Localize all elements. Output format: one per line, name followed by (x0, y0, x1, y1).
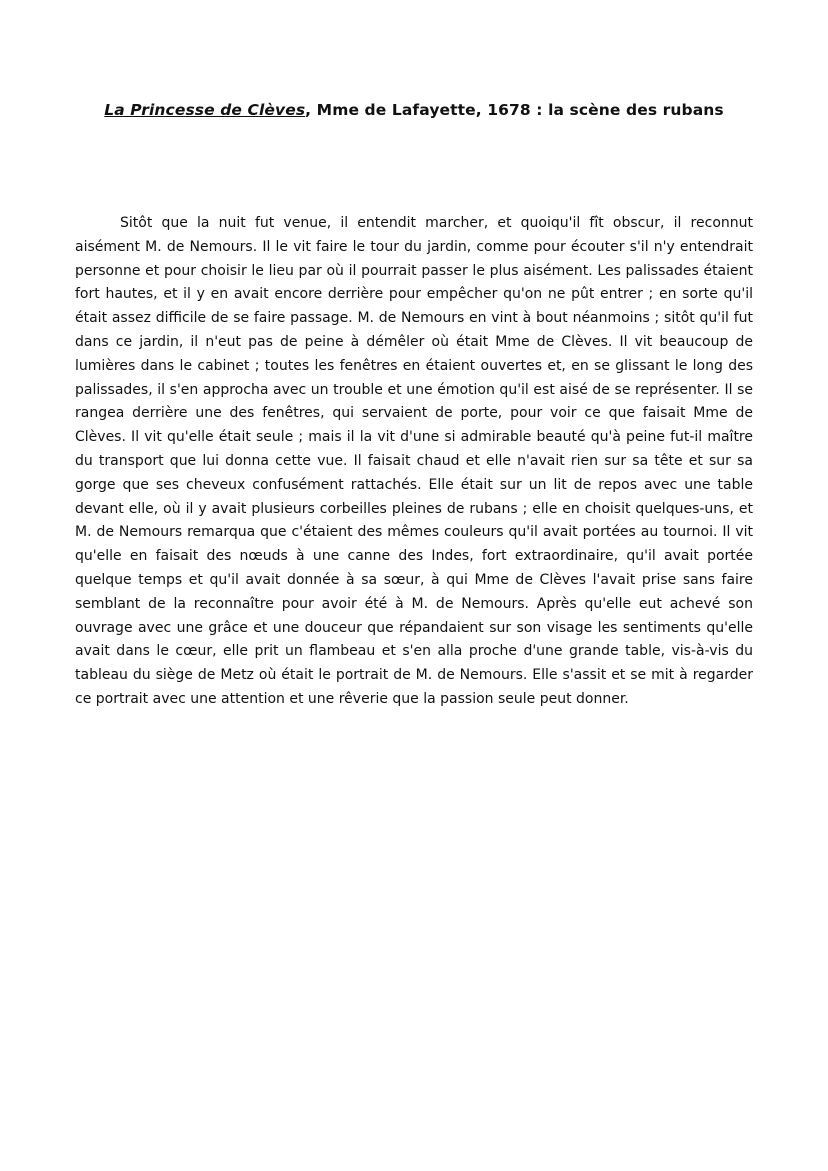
title-author-date-subject: Mme de Lafayette, 1678 : la scène des rubans (316, 101, 724, 119)
passage-paragraph: Sitôt que la nuit fut venue, il entendit marcher, et quoiqu'il fît obscur, il reconnut aisément M. de Nemours. Il le vit faire le tour du jardin, comme pour écouter s'il n'y entendrait personne et pour choisir le lieu par où il pourrait passer le plus aisément. Les palissades étaient fort hautes, et il y en avait encore derrière pour empêcher qu'on ne pût entrer ; en sorte qu'il était assez difficile de se faire passage. M. de Nemours en vint à bout néanmoins ; sitôt qu'il fut dans ce jardin, il n'eut pas de peine à démêler où était Mme de Clèves. Il vit beaucoup de lumières dans le cabinet ; toutes les fenêtres en étaient ouvertes et, en se glissant le long des palissades, il s'en approcha avec un trouble et une émotion qu'il est aisé de se représenter. Il se rangea derrière une des fenêtres, qui servaient de porte, pour voir ce que faisait Mme de Clèves. Il vit qu'elle était seule ; mais il la vit d'une si admirable beauté qu'à peine fut-il maître du transport que lui donna cette vue. Il faisait chaud et elle n'avait rien sur sa tête et sur sa gorge que ses cheveux confusément rattachés. Elle était sur un lit de repos avec une table devant elle, où il y avait plusieurs corbeilles pleines de rubans ; elle en choisit quelques-uns, et M. de Nemours remarqua que c'étaient des mêmes couleurs qu'il avait portées au tournoi. Il vit qu'elle en faisait des nœuds à une canne des Indes, fort extraordinaire, qu'il avait portée quelque temps et qu'il avait donnée à sa sœur, à qui Mme de Clèves l'avait prise sans faire semblant de la reconnaître pour avoir été à M. de Nemours. Après qu'elle eut achevé son ouvrage avec une grâce et une douceur que répandaient sur son visage les sentiments qu'elle avait dans le cœur, elle prit un flambeau et s'en alla proche d'une grande table, vis-à-vis du tableau du siège de Metz où était le portrait de M. de Nemours. Elle s'assit et se mit à regarder ce portrait avec une attention et une rêverie que la passion seule peut donner. (75, 215, 753, 707)
document-title (60, 101, 768, 119)
title-separator: , (305, 101, 317, 119)
work-title: La Princesse de Clèves (104, 101, 306, 119)
